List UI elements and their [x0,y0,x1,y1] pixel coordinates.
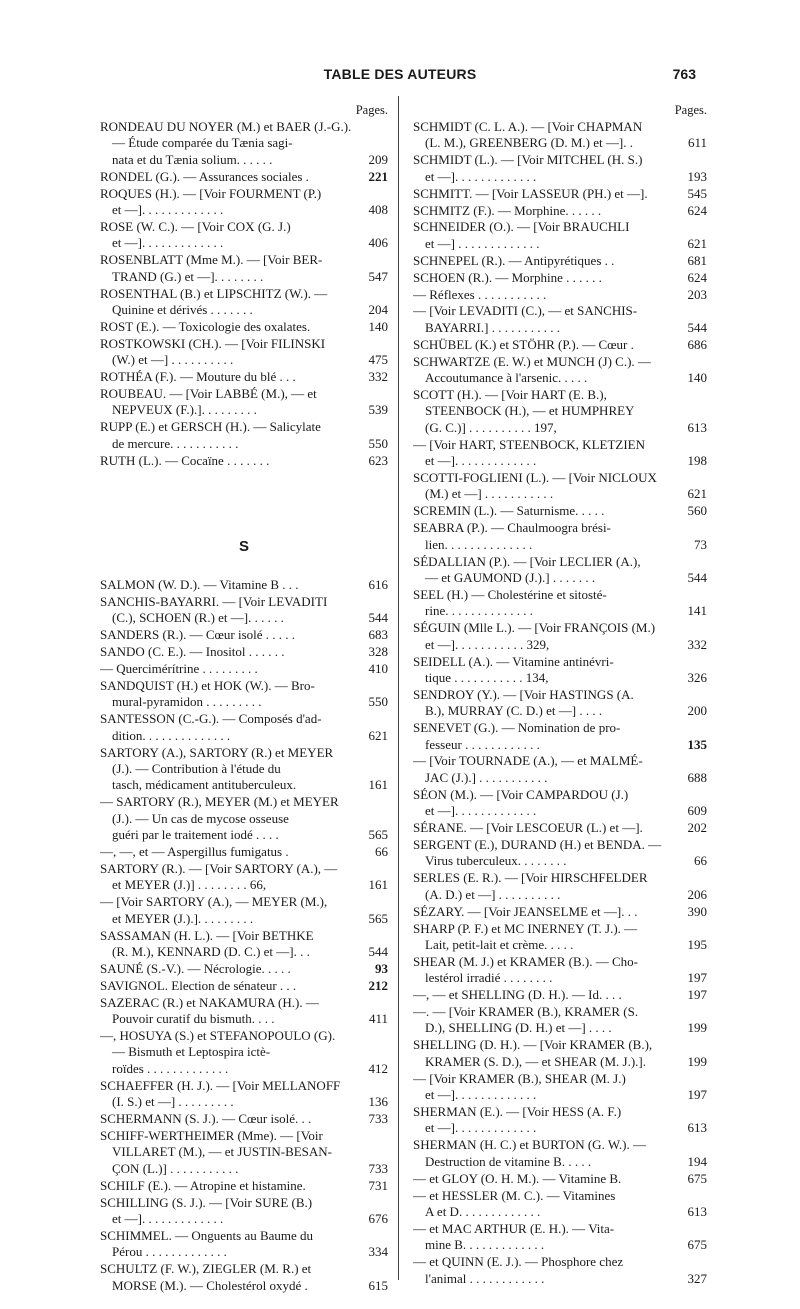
entry-line: SCHMIDT (C. L. A.). — [Voir CHAPMAN [413,119,643,134]
entry-line: SENDROY (Y.). — [Voir HASTINGS (A. [413,686,634,702]
entry-line: SCHIFF-WERTHEIMER (Mme). — [Voir [100,1127,323,1143]
entry-line: NEPVEUX (F.).]. . . . . . . . . [112,402,257,418]
page-reference: 621 [687,235,707,251]
page-reference: 613 [687,1203,707,1219]
index-entry [100,711,388,744]
entry-line: SCHMITZ (F.). — Morphine. . . . . . [413,202,602,218]
page-reference: 161 [368,777,388,793]
index-entry [100,1111,388,1127]
page-reference: 206 [687,886,707,902]
page-reference: 688 [687,769,707,785]
index-entry [413,753,707,786]
entry-line: —, — et SHELLING (D. H.). — Id. . . . [413,987,622,1003]
index-entry [413,470,707,503]
right-entries [413,119,707,1287]
left-entries-s [100,577,388,1294]
index-entry [413,904,707,920]
entry-line: SCOTTI-FOGLIENI (L.). — [Voir NICLOUX [413,470,657,486]
index-entry [100,644,388,660]
entry-line: tique . . . . . . . . . . . 134, [425,669,549,685]
entry-line: ROSENBLATT (Mme M.). — [Voir BER- [100,252,323,268]
entry-line: — et HESSLER (M. C.). — Vitamines [413,1187,616,1203]
entry-line: — [Voir SARTORY (A.), — MEYER (M.), [100,894,328,910]
page-reference: 195 [687,936,707,952]
page-header [0,66,800,90]
index-entry [100,252,388,285]
page-reference: 545 [687,185,707,201]
page-reference: 675 [687,1237,707,1253]
entry-line: et —]. . . . . . . . . . . . . [112,1210,224,1226]
entry-line: VILLARET (M.), — et JUSTIN-BESAN- [112,1144,333,1160]
page-reference: 327 [687,1270,707,1286]
index-entry [413,203,707,219]
page-reference: 198 [687,453,707,469]
index-entry [100,453,388,469]
entry-line: SHARP (P. F.) et MC INERNEY (T. J.). — [413,920,638,936]
entry-line: et MEYER (J.).]. . . . . . . . . [112,910,254,926]
index-entry [100,286,388,319]
entry-line: SHELLING (D. H.). — [Voir KRAMER (B.), [413,1037,653,1053]
entry-line: Accoutumance à l'arsenic. . . . . [425,370,588,386]
entry-line: SAUNÉ (S.-V.). — Nécrologie. . . . . [100,960,291,976]
entry-line: de mercure. . . . . . . . . . . [112,435,239,451]
pages-label: Pages. [674,103,707,117]
index-entry [413,354,707,387]
entry-line: (A. D.) et —] . . . . . . . . . . [425,886,561,902]
entry-line: SARTORY (R.). — [Voir SARTORY (A.), — [100,860,338,876]
entry-line: et —]. . . . . . . . . . . . . [425,1087,537,1103]
entry-line: — et GAUMOND (J.).] . . . . . . . [425,569,596,585]
entry-line: SEIDELL (A.). — Vitamine antinévri- [413,653,614,669]
index-entry [413,654,707,687]
entry-line: SHERMAN (H. C.) et BURTON (G. W.). — [413,1137,646,1153]
page-reference: 412 [368,1060,388,1076]
entry-line: mine B. . . . . . . . . . . . . [425,1237,545,1253]
entry-line: ROQUES (H.). — [Voir FOURMENT (P.) [100,185,322,201]
entry-line: et —]. . . . . . . . . . . . . [425,453,537,469]
entry-line: SARTORY (A.), SARTORY (R.) et MEYER [100,744,334,760]
entry-line: (L. M.), GREENBERG (D. M.) et —]. . [425,135,633,151]
index-entry [413,287,707,303]
index-entry [413,687,707,720]
entry-line: SERLES (E. R.). — [Voir HIRSCHFELDER [413,870,648,886]
page-reference: 202 [687,820,707,836]
index-entry [413,219,707,252]
entry-line: MORSE (M.). — Cholestérol oxydé . [112,1277,308,1293]
page-reference: 66 [694,853,707,869]
index-entry [413,1137,707,1170]
page-reference: 621 [368,727,388,743]
page-reference: 411 [368,1011,388,1027]
index-entry [413,1104,707,1137]
entry-line: SANDERS (R.). — Cœur isolé . . . . . [100,627,296,643]
index-entry [413,303,707,336]
index-entry [413,1171,707,1187]
entry-line: (M.) et —] . . . . . . . . . . . [425,486,554,502]
page-reference: 408 [368,202,388,218]
page-reference: 621 [687,486,707,502]
page-reference: 199 [687,1020,707,1036]
index-entry [413,520,707,553]
entry-line: JAC (J.).] . . . . . . . . . . . [425,769,548,785]
page-reference: 675 [687,1170,707,1186]
index-entry [413,837,707,870]
index-entry [100,928,388,961]
entry-line: fesseur . . . . . . . . . . . . [425,736,540,752]
page-reference: 613 [687,419,707,435]
page-reference: 560 [687,503,707,519]
index-entry [100,1028,388,1077]
entry-line: RONDEL (G.). — Assurances sociales . [100,168,309,184]
index-entry [413,870,707,903]
index-entry [413,720,707,753]
index-entry [413,587,707,620]
entry-line: ROSENTHAL (B.) et LIPSCHITZ (W.). — [100,285,328,301]
index-entry [413,186,707,202]
entry-line: SAZERAC (R.) et NAKAMURA (H.). — [100,994,319,1010]
page-reference: 136 [368,1094,388,1110]
left-entries-r [100,119,388,469]
entry-line: ÇON (L.)] . . . . . . . . . . . [112,1160,239,1176]
pages-label: Pages. [355,103,388,117]
entry-line: SCHMIDT (L.). — [Voir MITCHEL (H. S.) [413,152,643,168]
index-entry [413,1037,707,1070]
page-reference: 681 [687,252,707,268]
index-entry [100,794,388,843]
index-entry [413,620,707,653]
page-reference: 539 [368,402,388,418]
index-entry [100,186,388,219]
index-entry [413,987,707,1003]
page-reference: 406 [368,235,388,251]
entry-line: — et GLOY (O. H. M.). — Vitamine B. [413,1170,622,1186]
index-entry [100,219,388,252]
page-reference: 613 [687,1120,707,1136]
page-reference: 326 [687,669,707,685]
entry-line: SCHWARTZE (E. W.) et MUNCH (J) C.). — [413,353,651,369]
index-entry [413,787,707,820]
index-entry [413,954,707,987]
entry-line: SEABRA (P.). — Chaulmoogra brési- [413,520,611,536]
entry-line: — Quercimérítrine . . . . . . . . . [100,661,258,677]
entry-line: SÉDALLIAN (P.). — [Voir LECLIER (A.), [413,553,641,569]
entry-line: et —]. . . . . . . . . . . . . [425,168,537,184]
page-reference: 475 [368,352,388,368]
entry-line: SANTESSON (C.-G.). — Composés d'ad- [100,711,322,727]
entry-line: (J.). — Un cas de mycose osseuse [112,810,289,826]
index-entry [413,437,707,470]
index-entry [100,661,388,677]
left-column [100,102,388,1295]
index-entry [413,1004,707,1037]
index-entry [100,1195,388,1228]
page-reference: 686 [687,336,707,352]
page-reference: 332 [368,369,388,385]
entry-line: SAVIGNOL. Election de sénateur . . . [100,977,297,993]
page-reference: 135 [687,736,707,752]
entry-line: lestérol irradié . . . . . . . . [425,970,553,986]
index-entry [413,554,707,587]
entry-line: et —] . . . . . . . . . . . . . [425,235,540,251]
entry-line: ROUBEAU. — [Voir LABBÉ (M.), — et [100,386,317,401]
page-reference: 140 [687,370,707,386]
index-entry [413,337,707,353]
index-entry [100,1178,388,1194]
entry-line: roïdes . . . . . . . . . . . . . [112,1060,229,1076]
entry-line: ROSE (W. C.). — [Voir COX (G. J.) [100,218,291,234]
entry-line: — [Voir KRAMER (B.), SHEAR (M. J.) [413,1070,626,1086]
entry-line: — et QUINN (E. J.). — Phosphore chez [413,1254,624,1270]
page-reference: 332 [687,636,707,652]
entry-line: RUTH (L.). — Cocaïne . . . . . . . [100,452,270,468]
entry-line: Pouvoir curatif du bismuth. . . . [112,1011,275,1027]
page-reference: 204 [368,301,388,317]
page-reference: 193 [687,168,707,184]
entry-line: Quinine et dérivés . . . . . . . [112,301,253,317]
index-entry [100,119,388,168]
index-entry [100,894,388,927]
entry-line: l'animal . . . . . . . . . . . . [425,1270,545,1286]
entry-line: et —]. . . . . . . . . . . . . [112,202,224,218]
page-reference: 93 [375,960,388,976]
page-reference: 550 [368,694,388,710]
index-entry [100,169,388,185]
entry-line: SANDO (C. E.). — Inositol . . . . . . [100,644,285,660]
page-reference: 565 [368,910,388,926]
entry-line: —, —, et — Aspergillus fumigatus . [100,844,289,860]
page-reference: 544 [368,943,388,959]
page-reference: 623 [368,452,388,468]
page-reference: 683 [368,627,388,643]
index-entry [100,369,388,385]
page-number: 763 [672,66,696,82]
entry-line: KRAMER (S. D.), — et SHEAR (M. J.).]. [425,1053,646,1069]
entry-line: SEEL (H.) — Cholestérine et sitosté- [413,586,607,602]
page-reference: 733 [368,1160,388,1176]
page-reference: 73 [694,536,707,552]
entry-line: —. — [Voir KRAMER (B.), KRAMER (S. [413,1004,639,1020]
page-reference: 611 [687,135,707,151]
entry-line: et —]. . . . . . . . . . . . . [112,235,224,251]
entry-line: SCHÜBEL (K.) et STÖHR (P.). — Cœur . [413,336,634,352]
entry-line: SENEVET (G.). — Nomination de pro- [413,720,621,736]
index-entry [413,820,707,836]
entry-line: lien. . . . . . . . . . . . . . [425,536,533,552]
entry-line: et MEYER (J.)] . . . . . . . . 66, [112,877,267,893]
entry-line: SCHILF (E.). — Atropine et histamine. [100,1177,306,1193]
entry-line: STEENBOCK (H.), — et HUMPHREY [425,403,635,419]
entry-line: ROST (E.). — Toxicologie des oxalates. [100,318,311,334]
page-reference: 544 [687,319,707,335]
page-reference: 199 [687,1053,707,1069]
entry-line: (I. S.) et —] . . . . . . . . . [112,1094,234,1110]
page-reference: 161 [368,877,388,893]
index-entry [413,1221,707,1254]
entry-line: SÉRANE. — [Voir LESCOEUR (L.) et —]. [413,820,643,836]
entry-line: SASSAMAN (H. L.). — [Voir BETHKE [100,927,314,943]
running-title: TABLE DES AUTEURS [323,66,477,82]
entry-line: SÉGUIN (Mlle L.). — [Voir FRANÇOIS (M.) [413,620,656,636]
index-entry [100,627,388,643]
page-reference: 197 [687,970,707,986]
page-reference: 544 [687,569,707,585]
entry-line: SCHERMANN (S. J.). — Cœur isolé. . . [100,1111,312,1127]
page-reference: 194 [687,1153,707,1169]
entry-line: SCHNEIDER (O.). — [Voir BRAUCHLI [413,219,630,235]
page-reference: 140 [368,318,388,334]
index-entry [100,961,388,977]
entry-line: Virus tuberculeux. . . . . . . . [425,853,567,869]
entry-line: BAYARRI.] . . . . . . . . . . . [425,319,560,335]
entry-line: nata et du Tænia solium. . . . . . [112,151,273,167]
entry-line: SALMON (W. D.). — Vitamine B . . . [100,577,299,593]
page-reference: 203 [687,286,707,302]
entry-line: SCHILLING (S. J.). — [Voir SURE (B.) [100,1194,313,1210]
entry-line: Destruction de vitamine B. . . . . [425,1153,592,1169]
page-reference: 624 [687,269,707,285]
section-letter: S [238,538,249,556]
entry-line: SHEAR (M. J.) et KRAMER (B.). — Cho- [413,953,638,969]
index-entry [413,253,707,269]
page-reference: 624 [687,202,707,218]
page-reference: 733 [368,1111,388,1127]
entry-line: — Bismuth et Leptospira ictè- [112,1044,271,1060]
entry-line: SCOTT (H.). — [Voir HART (E. B.), [413,387,607,402]
index-entry [100,419,388,452]
index-entry [100,678,388,711]
index-entry [413,152,707,185]
entry-line: SCHAEFFER (H. J.). — [Voir MELLANOFF [100,1077,341,1093]
entry-line: SANDQUIST (H.) et HOK (W.). — Bro- [100,677,315,693]
index-entry [100,1128,388,1177]
entry-line: Lait, petit-lait et crème. . . . . [425,936,574,952]
page-reference: 390 [687,903,707,919]
index-entry [100,319,388,335]
column-divider [398,96,399,1280]
page-reference: 410 [368,661,388,677]
right-column [413,102,707,1287]
page-reference: 197 [687,987,707,1003]
entry-line: rine. . . . . . . . . . . . . . [425,603,533,619]
entry-line: SCHNEPEL (R.). — Antipyrétiques . . [413,252,615,268]
entry-line: — SARTORY (R.), MEYER (M.) et MEYER [100,794,339,810]
page-reference: 200 [687,703,707,719]
page-reference: 565 [368,827,388,843]
index-entry [100,577,388,593]
page-reference: 544 [368,610,388,626]
page-reference: 197 [687,1087,707,1103]
entry-line: ROSTKOWSKI (CH.). — [Voir FILINSKI [100,335,326,351]
index-entry [413,1071,707,1104]
entry-line: SÉZARY. — [Voir JEANSELME et —]. . . [413,903,638,919]
entry-line: et —]. . . . . . . . . . . . . [425,803,537,819]
index-entry [100,745,388,794]
entry-line: — [Voir TOURNADE (A.), — et MALMÉ- [413,753,643,769]
entry-line: B.), MURRAY (C. D.) et —] . . . . [425,703,603,719]
entry-line: et —]. . . . . . . . . . . 329, [425,636,550,652]
entry-line: guéri par le traitement iodé . . . . [112,827,279,843]
page-reference: 615 [368,1277,388,1293]
index-entry [100,995,388,1028]
index-entry [413,1254,707,1287]
entry-line: dition. . . . . . . . . . . . . . [112,727,231,743]
page-reference: 676 [368,1210,388,1226]
index-entry [413,921,707,954]
page-reference: 212 [368,977,388,993]
index-entry [413,119,707,152]
index-entry [100,1078,388,1111]
page-reference: 731 [368,1177,388,1193]
index-entry [100,594,388,627]
entry-line: et —]. . . . . . . . . . . . . [425,1120,537,1136]
entry-line: (R. M.), KENNARD (D. C.) et —]. . . [112,943,310,959]
page-reference: 328 [368,644,388,660]
entry-line: — et MAC ARTHUR (E. H.). — Vita- [413,1220,615,1236]
entry-line: SCHIMMEL. — Onguents au Baume du [100,1227,314,1243]
index-entry [100,978,388,994]
entry-line: RUPP (E.) et GERSCH (H.). — Salicylate [100,419,321,435]
entry-line: (W.) et —] . . . . . . . . . . [112,352,234,368]
entry-line: — Étude comparée du Tænia sagi- [112,135,293,151]
index-entry [413,387,707,436]
index-entry [100,861,388,894]
entry-line: SCREMIN (L.). — Saturnisme. . . . . [413,503,605,519]
index-entry [100,1261,388,1294]
page-reference: 66 [375,844,388,860]
index-entry [100,336,388,369]
entry-line: SÉON (M.). — [Voir CAMPARDOU (J.) [413,786,629,802]
entry-line: RONDEAU DU NOYER (M.) et BAER (J.-G.). [100,119,352,134]
entry-line: D.), SHELLING (D. H.) et —] . . . . [425,1020,612,1036]
page-reference: 547 [368,268,388,284]
entry-line: SCHULTZ (F. W.), ZIEGLER (M. R.) et [100,1261,312,1277]
entry-line: — Réflexes . . . . . . . . . . . [413,286,547,302]
entry-line: mural-pyramidon . . . . . . . . . [112,694,262,710]
entry-line: SERGENT (E.), DURAND (H.) et BENDA. — [413,836,662,852]
entry-line: Pérou . . . . . . . . . . . . . [112,1244,227,1260]
entry-line: (J.). — Contribution à l'étude du [112,761,281,776]
entry-line: SHERMAN (E.). — [Voir HESS (A. F.) [413,1103,622,1119]
page-reference: 141 [687,603,707,619]
entry-line: SCHMITT. — [Voir LASSEUR (PH.) et —]. [413,185,648,201]
page-reference: 550 [368,435,388,451]
entry-line: — [Voir HART, STEENBOCK, KLETZIEN [413,436,645,452]
entry-line: — [Voir LEVADITI (C.), — et SANCHIS- [413,303,638,319]
entry-line: tasch, médicament antituberculeux. [112,777,297,793]
entry-line: ROTHÉA (F.). — Mouture du blé . . . [100,369,296,385]
index-entry [100,386,388,419]
entry-line: SCHOEN (R.). — Morphine . . . . . . [413,269,602,285]
page-reference: 616 [368,577,388,593]
index-entry [100,844,388,860]
index-entry [413,1188,707,1221]
index-entry [100,1228,388,1261]
entry-line: (C.), SCHOEN (R.) et —]. . . . . . [112,610,284,626]
index-entry [413,503,707,519]
index-entry [413,270,707,286]
page-reference: 221 [368,168,388,184]
entry-line: A et D. . . . . . . . . . . . . [425,1203,541,1219]
entry-line: SANCHIS-BAYARRI. — [Voir LEVADITI [100,593,328,609]
page-reference: 609 [687,803,707,819]
entry-line: TRAND (G.) et —]. . . . . . . . [112,268,264,284]
entry-line: (G. C.)] . . . . . . . . . . 197, [425,419,557,435]
entry-line: —, HOSUYA (S.) et STEFANOPOULO (G). [100,1028,336,1043]
page-reference: 209 [368,151,388,167]
page-reference: 334 [368,1244,388,1260]
